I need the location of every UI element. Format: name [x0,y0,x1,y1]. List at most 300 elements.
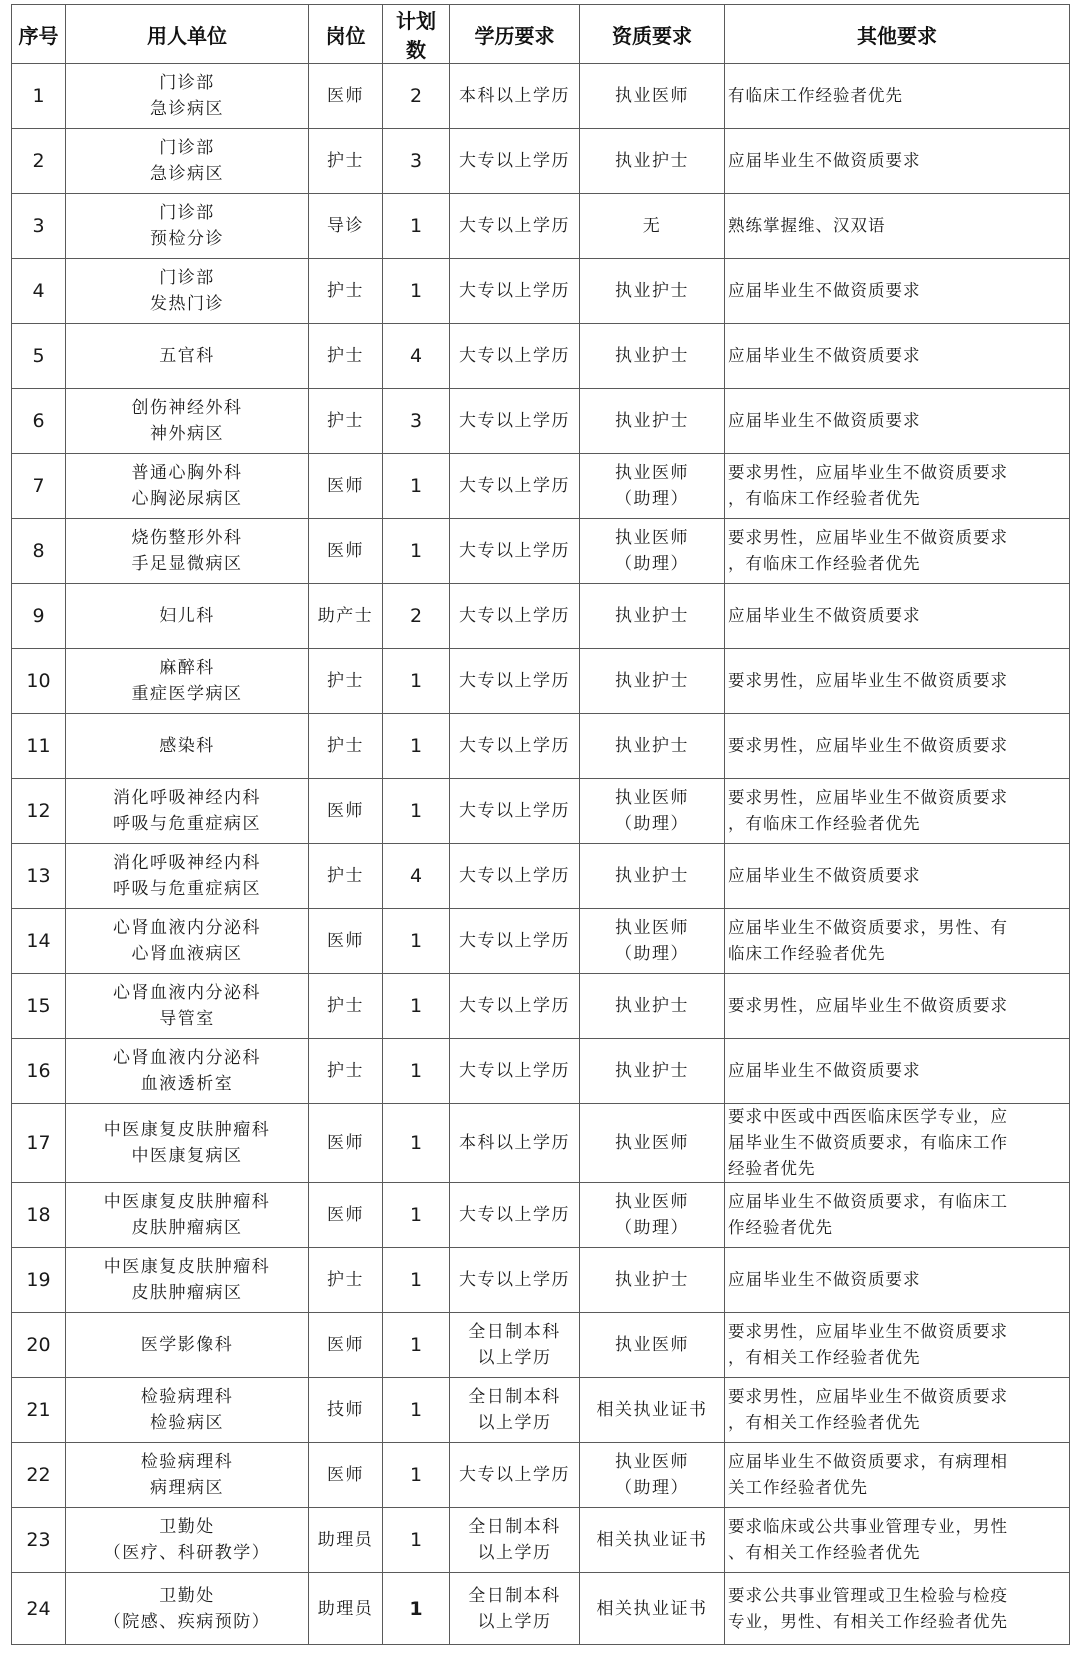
cell-unit-line: 血液透析室 [140,1074,234,1094]
cell-unit-line: 急诊病区 [150,164,224,184]
cell-qualification-line: 执业医师 [615,1452,689,1472]
cell-other-line: 要求男性，应届毕业生不做资质要求 [728,528,1008,547]
cell-count: 4 [383,844,450,909]
cell-count: 1 [383,1443,450,1508]
cell-qualification [580,1573,725,1645]
cell-unit-line: 麻醉科 [159,658,215,678]
cell-education [450,1443,580,1508]
cell-unit-line: 发热门诊 [150,294,224,314]
cell-qualification [580,1248,725,1313]
cell-post: 医师 [309,454,383,519]
cell-education [450,1378,580,1443]
cell-education [450,129,580,194]
cell-unit-line: 呼吸与危重症病区 [113,814,261,834]
header-count: 计划数 [383,5,450,64]
cell-other-line: 应届毕业生不做资质要求 [728,1061,921,1080]
cell-unit-line: 消化呼吸神经内科 [113,853,261,873]
cell-post: 助产士 [309,584,383,649]
cell-unit-line: 烧伤整形外科 [131,528,243,548]
cell-unit [66,649,309,714]
cell-post: 医师 [309,1183,383,1248]
cell-qualification [580,649,725,714]
cell-qualification-line: （助理） [615,554,689,574]
cell-other-line: 应届毕业生不做资质要求 [728,411,921,430]
cell-unit-line: 检验病区 [150,1413,224,1433]
cell-education-line: 以上学历 [477,1543,552,1563]
cell-count: 1 [383,194,450,259]
cell-unit [66,909,309,974]
cell-unit-line: 重症医学病区 [131,684,243,704]
cell-education [450,64,580,129]
cell-qualification [580,454,725,519]
cell-education [450,714,580,779]
cell-qualification-line: （助理） [615,814,689,834]
cell-unit-line: 中医康复皮肤肿瘤科 [103,1257,271,1277]
table-row [12,194,1070,259]
cell-unit [66,519,309,584]
cell-education-line: 大专以上学历 [459,1061,570,1081]
cell-post: 护士 [309,974,383,1039]
cell-unit [66,194,309,259]
cell-other-line: 经验者优先 [728,1159,816,1178]
cell-qualification-line: 无 [642,216,662,236]
cell-count: 1 [383,259,450,324]
cell-unit [66,389,309,454]
table-row [12,64,1070,129]
cell-unit-line: 门诊部 [159,73,215,93]
cell-qualification-line: （助理） [615,489,689,509]
table-row [12,259,1070,324]
cell-count: 2 [383,584,450,649]
cell-unit [66,1573,309,1645]
cell-count: 1 [383,1378,450,1443]
cell-education-line: 大专以上学历 [459,1270,570,1290]
cell-unit [66,584,309,649]
cell-no: 7 [12,454,66,519]
cell-no: 15 [12,974,66,1039]
cell-no: 9 [12,584,66,649]
cell-qualification-line: 相关执业证书 [596,1530,708,1550]
cell-other-line: 要求男性，应届毕业生不做资质要求 [728,788,1008,807]
cell-education-line: 大专以上学历 [459,1205,570,1225]
cell-unit [66,64,309,129]
cell-other [725,974,1070,1039]
cell-count: 1 [383,1104,450,1183]
cell-qualification-line: 执业护士 [615,411,689,431]
cell-post: 技师 [309,1378,383,1443]
cell-unit-line: 检验病理科 [140,1387,234,1407]
cell-education [450,1313,580,1378]
cell-other-line: 有临床工作经验者优先 [728,86,903,105]
cell-no: 12 [12,779,66,844]
cell-education-line: 大专以上学历 [459,996,570,1016]
cell-other [725,1573,1070,1645]
cell-other [725,324,1070,389]
cell-no: 18 [12,1183,66,1248]
cell-qualification-line: 执业护士 [615,1061,689,1081]
cell-education-line: 大专以上学历 [459,866,570,886]
cell-other [725,259,1070,324]
cell-other [725,389,1070,454]
cell-education-line: 本科以上学历 [459,1133,570,1153]
cell-post: 医师 [309,64,383,129]
cell-unit-line: 中医康复病区 [131,1146,243,1166]
cell-unit-line: 卫勤处 [159,1517,215,1537]
cell-count: 3 [383,129,450,194]
cell-other-line: ，有相关工作经验者优先 [728,1413,921,1432]
cell-qualification [580,1183,725,1248]
cell-unit [66,1378,309,1443]
cell-education-line: 大专以上学历 [459,541,570,561]
cell-other [725,1378,1070,1443]
cell-education-line: 大专以上学历 [459,151,570,171]
table-row [12,714,1070,779]
cell-unit-line: 病理病区 [150,1478,224,1498]
cell-qualification [580,974,725,1039]
cell-other-line: 应届毕业生不做资质要求 [728,151,921,170]
cell-other [725,1104,1070,1183]
cell-education [450,519,580,584]
cell-education [450,1183,580,1248]
cell-other [725,584,1070,649]
table-row [12,1443,1070,1508]
cell-post: 医师 [309,519,383,584]
cell-other-line: 、有相关工作经验者优先 [728,1543,921,1562]
cell-count: 1 [383,454,450,519]
cell-qualification-line: 执业医师 [615,528,689,548]
table-row [12,909,1070,974]
cell-education-line: 大专以上学历 [459,606,570,626]
cell-unit-line: 皮肤肿瘤病区 [131,1218,243,1238]
cell-qualification-line: 执业医师 [615,86,689,106]
cell-unit [66,129,309,194]
cell-qualification [580,519,725,584]
table-row [12,389,1070,454]
header-no: 序号 [12,5,66,64]
cell-no: 5 [12,324,66,389]
cell-education [450,844,580,909]
cell-qualification [580,129,725,194]
cell-other-line: 应届毕业生不做资质要求 [728,1270,921,1289]
cell-unit-line: 预检分诊 [150,229,224,249]
cell-no: 17 [12,1104,66,1183]
cell-other [725,714,1070,779]
cell-no: 4 [12,259,66,324]
cell-post: 护士 [309,1039,383,1104]
cell-post: 护士 [309,714,383,779]
cell-unit-line: 皮肤肿瘤病区 [131,1283,243,1303]
cell-other-line: 应届毕业生不做资质要求，有临床工 [728,1192,1008,1211]
cell-education [450,389,580,454]
cell-unit-line: 创伤神经外科 [131,398,243,418]
cell-unit [66,1183,309,1248]
cell-post: 医师 [309,1313,383,1378]
cell-post: 医师 [309,1443,383,1508]
cell-qualification-line: 执业医师 [615,788,689,808]
table-row [12,1104,1070,1183]
header-unit: 用人单位 [66,5,309,64]
cell-unit-line: 妇儿科 [159,606,215,626]
cell-post: 护士 [309,844,383,909]
table-row [12,1378,1070,1443]
cell-no: 21 [12,1378,66,1443]
cell-other [725,844,1070,909]
cell-other-line: 要求男性，应届毕业生不做资质要求 [728,463,1008,482]
header-qualification: 资质要求 [580,5,725,64]
cell-unit-line: 中医康复皮肤肿瘤科 [103,1120,271,1140]
cell-no: 2 [12,129,66,194]
cell-unit-line: 心肾血液内分泌科 [113,983,261,1003]
cell-education [450,1039,580,1104]
cell-other-line: 要求男性，应届毕业生不做资质要求 [728,996,1008,1015]
table-row [12,129,1070,194]
cell-unit-line: 消化呼吸神经内科 [113,788,261,808]
cell-unit-line: 感染科 [159,736,215,756]
cell-unit-line: 导管室 [159,1009,215,1029]
cell-qualification-line: 执业护士 [615,606,689,626]
cell-qualification-line: 执业医师 [615,1192,689,1212]
cell-qualification-line: 执业护士 [615,736,689,756]
cell-qualification-line: 执业护士 [615,996,689,1016]
cell-other [725,779,1070,844]
cell-education-line: 大专以上学历 [459,736,570,756]
cell-other-line: 熟练掌握维、汉双语 [728,216,886,235]
cell-other [725,194,1070,259]
cell-count: 3 [383,389,450,454]
cell-qualification [580,1313,725,1378]
cell-post: 导诊 [309,194,383,259]
cell-count: 1 [383,649,450,714]
cell-qualification-line: 执业护士 [615,1270,689,1290]
cell-unit-line: 急诊病区 [150,99,224,119]
cell-qualification [580,1443,725,1508]
cell-no: 19 [12,1248,66,1313]
cell-count: 1 [383,1039,450,1104]
cell-other [725,909,1070,974]
cell-qualification-line: 执业医师 [615,1133,689,1153]
cell-education [450,584,580,649]
cell-no: 6 [12,389,66,454]
cell-other [725,1248,1070,1313]
cell-education-line: 大专以上学历 [459,671,570,691]
cell-other [725,1313,1070,1378]
cell-count: 1 [383,909,450,974]
cell-unit-line: 手足显微病区 [131,554,243,574]
cell-education-line: 大专以上学历 [459,931,570,951]
table-row [12,1573,1070,1645]
cell-unit-line: （院感、疾病预防） [103,1611,271,1632]
cell-other-line: 届毕业生不做资质要求，有临床工作 [728,1133,1008,1152]
cell-post: 护士 [309,1248,383,1313]
cell-qualification-line: 执业护士 [615,281,689,301]
cell-education [450,259,580,324]
header-other: 其他要求 [725,5,1070,64]
cell-qualification [580,64,725,129]
cell-post: 护士 [309,324,383,389]
table-row [12,779,1070,844]
cell-education-line: 全日制本科 [468,1517,561,1537]
cell-count: 4 [383,324,450,389]
cell-unit [66,714,309,779]
cell-other-line: ，有相关工作经验者优先 [728,1348,921,1367]
table-row [12,1183,1070,1248]
cell-other-line: 要求男性，应届毕业生不做资质要求 [728,671,1008,690]
cell-education [450,1104,580,1183]
cell-qualification [580,1378,725,1443]
cell-unit [66,1039,309,1104]
cell-unit-line: 心肾血液病区 [131,944,243,964]
cell-other-line: 要求男性，应届毕业生不做资质要求 [728,1387,1008,1406]
cell-unit [66,1443,309,1508]
cell-no: 22 [12,1443,66,1508]
cell-no: 11 [12,714,66,779]
cell-unit [66,779,309,844]
cell-qualification-line: （助理） [615,944,689,964]
cell-qualification [580,844,725,909]
cell-unit [66,1248,309,1313]
cell-education-line: 大专以上学历 [459,216,570,236]
cell-qualification [580,779,725,844]
cell-unit [66,1508,309,1573]
cell-other [725,649,1070,714]
cell-post: 护士 [309,649,383,714]
cell-education [450,1573,580,1645]
table-row [12,584,1070,649]
cell-education-line: 以上学历 [477,1611,552,1632]
table-row [12,1039,1070,1104]
cell-count: 1 [383,519,450,584]
cell-no: 20 [12,1313,66,1378]
cell-education [450,324,580,389]
table-row [12,974,1070,1039]
cell-count: 1 [383,1248,450,1313]
cell-unit-line: （医疗、科研教学） [103,1543,271,1563]
cell-no: 14 [12,909,66,974]
cell-education-line: 大专以上学历 [459,411,570,431]
cell-no: 1 [12,64,66,129]
cell-post: 助理员 [309,1508,383,1573]
cell-other-line: ，有临床工作经验者优先 [728,554,921,573]
cell-other-line: 要求临床或公共事业管理专业，男性 [728,1517,1008,1536]
cell-no: 8 [12,519,66,584]
cell-other-line: 要求男性，应届毕业生不做资质要求 [728,736,1008,755]
cell-other-line: 应届毕业生不做资质要求 [728,346,921,365]
cell-no: 13 [12,844,66,909]
table-body [12,64,1070,1645]
cell-no: 10 [12,649,66,714]
table-row [12,649,1070,714]
cell-unit-line: 心胸泌尿病区 [131,489,243,509]
table-row [12,519,1070,584]
cell-post: 助理员 [309,1573,383,1645]
cell-unit [66,844,309,909]
cell-unit-line: 卫勤处 [159,1585,215,1606]
cell-post: 护士 [309,129,383,194]
cell-other-line: 专业，男性、有相关工作经验者优先 [728,1611,1008,1631]
cell-count: 1 [383,714,450,779]
cell-unit-line: 普通心胸外科 [131,463,243,483]
cell-count: 1 [383,1183,450,1248]
cell-qualification [580,1104,725,1183]
cell-qualification-line: 相关执业证书 [596,1598,708,1619]
table-row [12,324,1070,389]
table-header-row [12,5,1070,64]
cell-qualification [580,324,725,389]
cell-other [725,1508,1070,1573]
cell-other-line: ，有临床工作经验者优先 [728,489,921,508]
cell-unit-line: 心肾血液内分泌科 [113,1048,261,1068]
cell-count: 1 [383,1573,450,1645]
cell-count: 1 [383,1508,450,1573]
cell-education-line: 本科以上学历 [459,86,570,106]
recruitment-table [11,4,1070,1645]
cell-unit [66,974,309,1039]
cell-count: 2 [383,64,450,129]
cell-other-line: 应届毕业生不做资质要求 [728,606,921,625]
header-education: 学历要求 [450,5,580,64]
cell-count: 1 [383,779,450,844]
cell-no: 23 [12,1508,66,1573]
cell-qualification [580,389,725,454]
cell-count: 1 [383,974,450,1039]
cell-education-line: 大专以上学历 [459,281,570,301]
cell-qualification [580,1508,725,1573]
cell-other-line: 关工作经验者优先 [728,1478,868,1497]
cell-education [450,1508,580,1573]
cell-qualification [580,1039,725,1104]
cell-unit-line: 中医康复皮肤肿瘤科 [103,1192,271,1212]
table-row [12,1248,1070,1313]
cell-education [450,909,580,974]
cell-other-line: 应届毕业生不做资质要求，有病理相 [728,1452,1008,1471]
cell-count: 1 [383,1313,450,1378]
cell-other [725,1443,1070,1508]
cell-qualification-line: 执业护士 [615,671,689,691]
cell-unit [66,1104,309,1183]
cell-education-line: 以上学历 [477,1348,552,1368]
cell-education-line: 全日制本科 [468,1322,561,1342]
cell-other [725,64,1070,129]
cell-education [450,779,580,844]
cell-qualification-line: 相关执业证书 [596,1400,708,1420]
cell-qualification-line: 执业护士 [615,346,689,366]
cell-post: 护士 [309,389,383,454]
cell-other-line: 要求公共事业管理或卫生检验与检疫 [728,1585,1008,1605]
cell-other-line: 作经验者优先 [728,1218,833,1237]
cell-education [450,1248,580,1313]
cell-qualification-line: 执业医师 [615,463,689,483]
cell-no: 24 [12,1573,66,1645]
cell-qualification-line: （助理） [615,1478,689,1498]
cell-no: 3 [12,194,66,259]
cell-qualification [580,584,725,649]
cell-education [450,974,580,1039]
cell-education-line: 大专以上学历 [459,801,570,821]
cell-education-line: 大专以上学历 [459,476,570,496]
cell-education-line: 大专以上学历 [459,1465,570,1485]
cell-unit-line: 门诊部 [159,203,215,223]
cell-other-line: ，有临床工作经验者优先 [728,814,921,833]
cell-qualification-line: 执业医师 [615,1335,689,1355]
cell-unit-line: 门诊部 [159,138,215,158]
cell-education [450,454,580,519]
cell-other [725,1039,1070,1104]
cell-other-line: 应届毕业生不做资质要求 [728,866,921,885]
cell-unit-line: 医学影像科 [140,1335,234,1355]
cell-post: 医师 [309,779,383,844]
table-row [12,1508,1070,1573]
cell-education-line: 以上学历 [477,1413,552,1433]
